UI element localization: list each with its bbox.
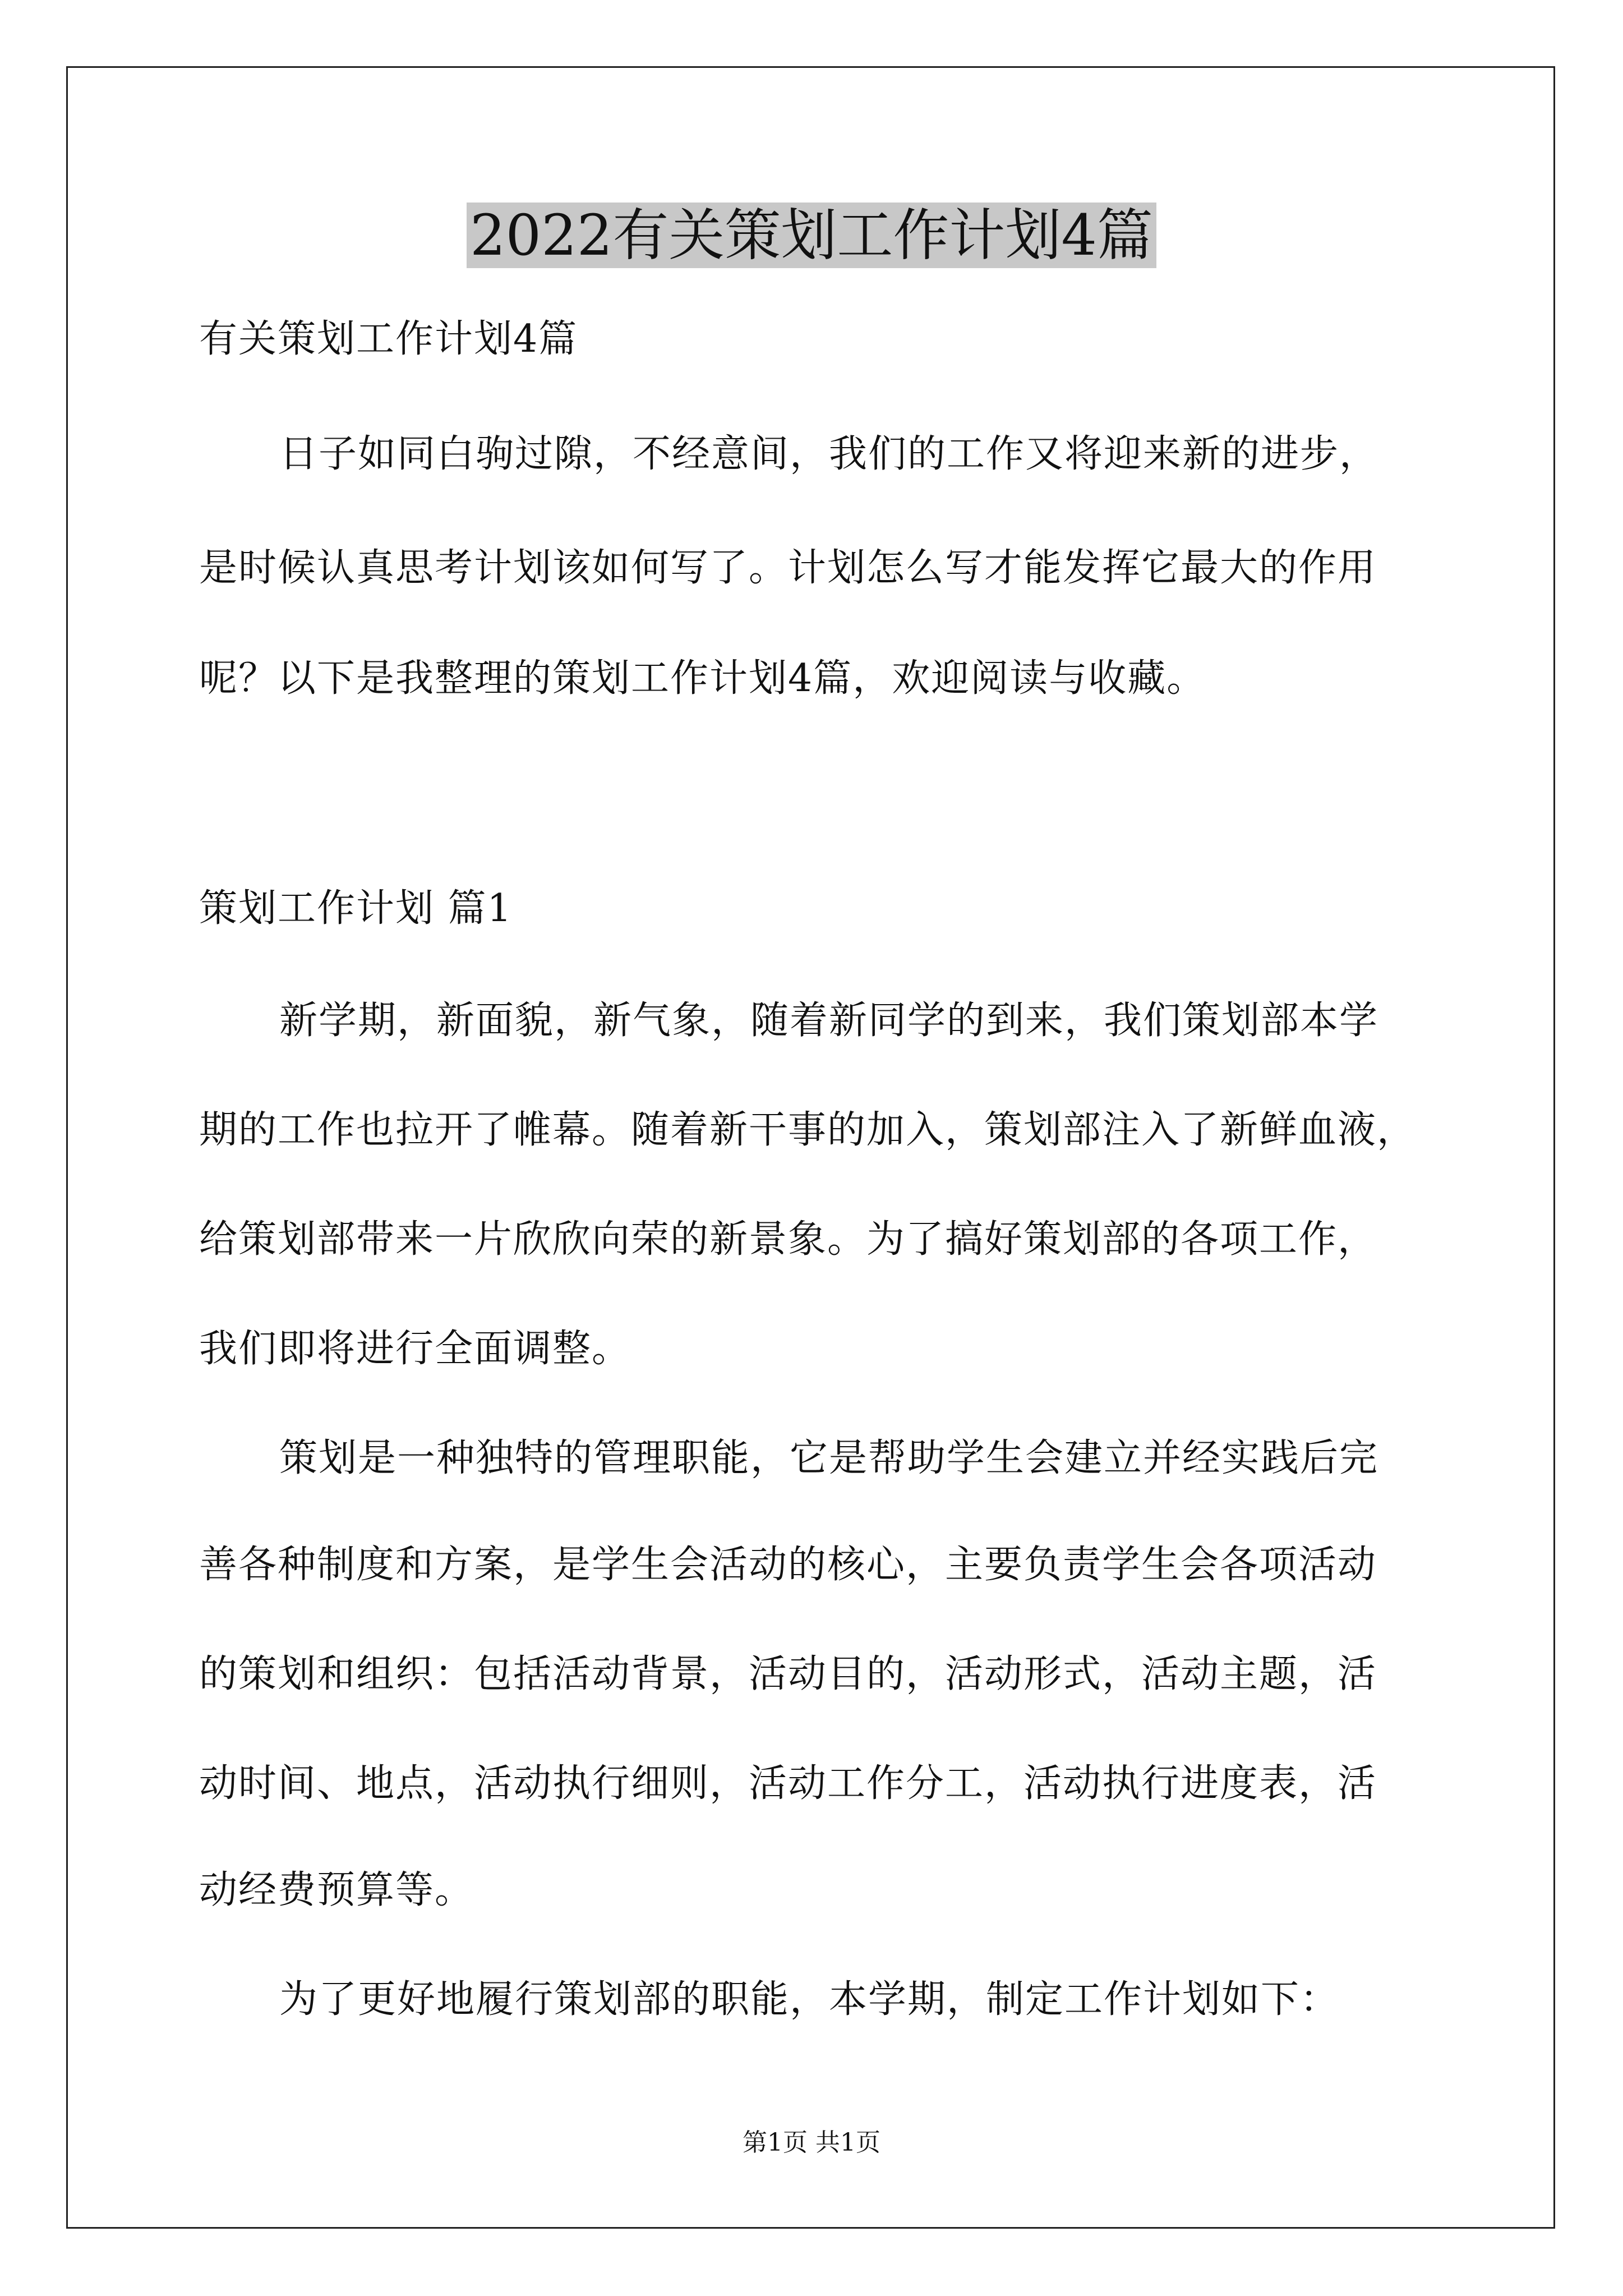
document-title-text: 2022有关策划工作计划4篇 xyxy=(467,203,1156,268)
intro-line: 呢？以下是我整理的策划工作计划4篇，欢迎阅读与收藏。 xyxy=(199,656,1206,701)
intro-line: 是时候认真思考计划该如何写了。计划怎么写才能发挥它最大的作用 xyxy=(199,546,1377,590)
document-title xyxy=(0,194,1623,278)
page-number-footer: 第1页 共1页 xyxy=(743,2128,880,2157)
paragraph-line: 我们即将进行全面调整。 xyxy=(199,1327,631,1371)
intro-line: 日子如同白驹过隙，不经意间，我们的工作又将迎来新的进步， xyxy=(279,432,1379,476)
paragraph-line: 动经费预算等。 xyxy=(199,1868,474,1912)
paragraph-line: 动时间、地点，活动执行细则，活动工作分工，活动执行进度表，活 xyxy=(199,1761,1377,1806)
paragraph-line: 的策划和组织：包括活动背景，活动目的，活动形式，活动主题，活 xyxy=(199,1652,1377,1696)
paragraph-line: 期的工作也拉开了帷幕。随着新干事的加入，策划部注入了新鲜血液， xyxy=(199,1108,1417,1152)
document-subtitle: 有关策划工作计划4篇 xyxy=(199,317,578,361)
section-heading: 策划工作计划 篇1 xyxy=(199,886,513,931)
paragraph-line: 给策划部带来一片欣欣向荣的新景象。为了搞好策划部的各项工作， xyxy=(199,1217,1377,1262)
paragraph-line: 善各种制度和方案，是学生会活动的核心，主要负责学生会各项活动 xyxy=(199,1543,1377,1587)
paragraph-line: 新学期，新面貌，新气象，随着新同学的到来，我们策划部本学 xyxy=(279,999,1379,1043)
paragraph-line: 为了更好地履行策划部的职能，本学期，制定工作计划如下： xyxy=(279,1977,1340,2022)
paragraph-line: 策划是一种独特的管理职能，它是帮助学生会建立并经实践后完 xyxy=(279,1436,1379,1480)
